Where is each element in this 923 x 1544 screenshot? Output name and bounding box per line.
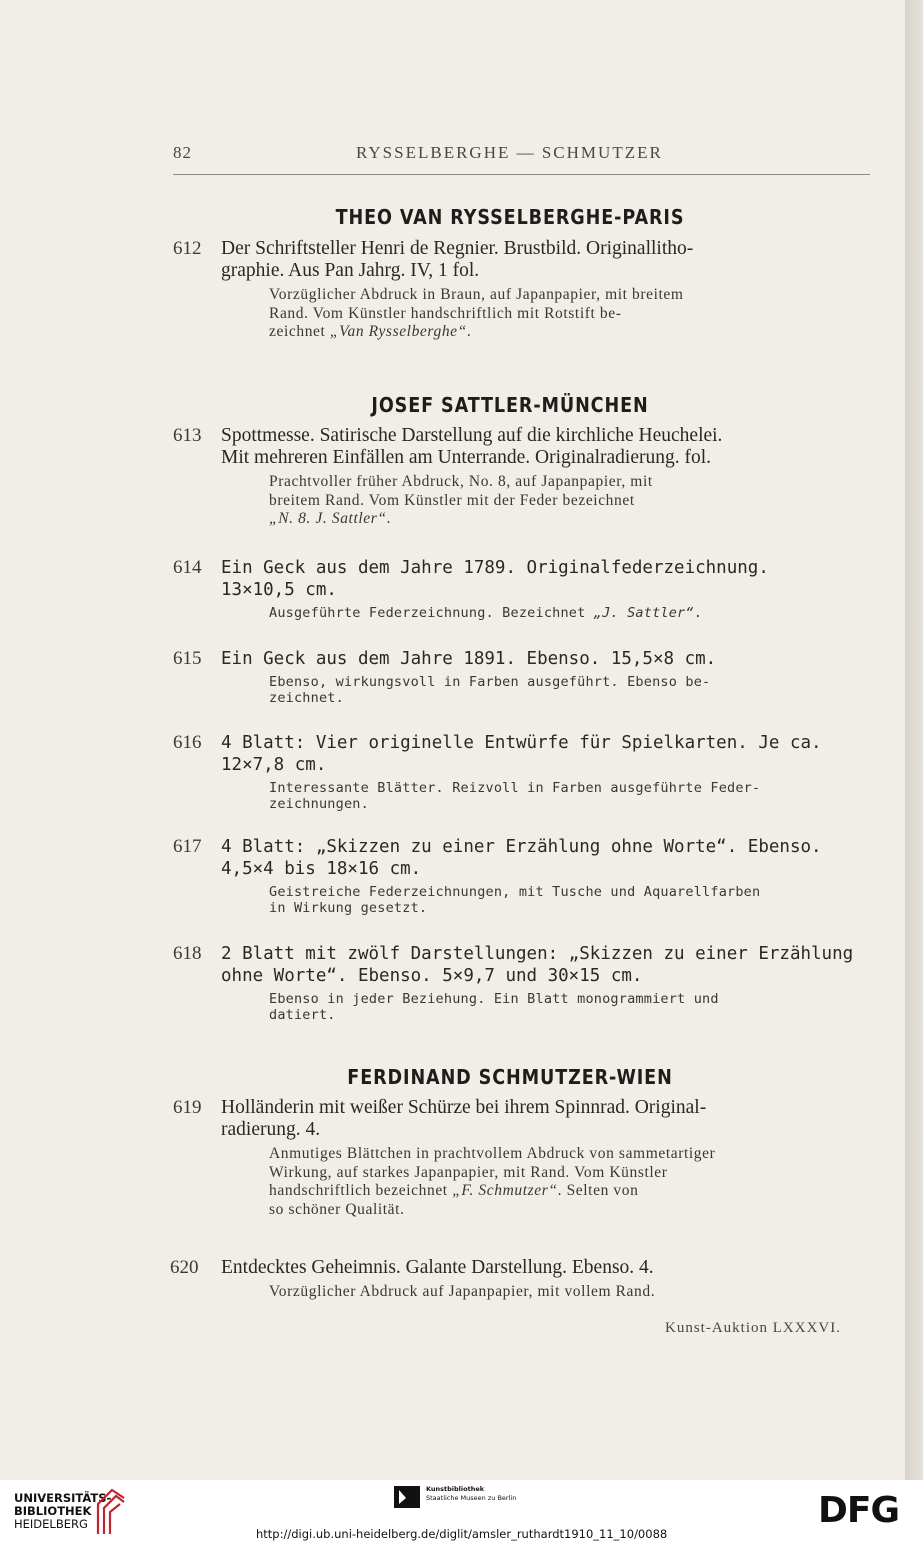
entry-number: 620 xyxy=(170,1257,199,1278)
desc-line xyxy=(269,510,873,529)
entry-description xyxy=(269,605,873,621)
entry-description xyxy=(269,473,873,529)
entry-title xyxy=(221,648,873,670)
entry-title xyxy=(221,557,873,601)
entry-description xyxy=(269,884,873,916)
running-head xyxy=(0,143,923,169)
entry-title xyxy=(221,425,873,469)
entry-title-line: 2 Blatt mit zwölf Darstellungen: „Skizzen zu einer Erzählung xyxy=(221,944,854,964)
desc-line: Ebenso, wirkungsvoll in Farben ausgeführt. Ebenso be- xyxy=(269,674,711,690)
entry-number: 616 xyxy=(173,732,202,753)
catalog-entry-616 xyxy=(173,732,873,812)
kb-line: Kunstbibliothek xyxy=(426,1485,485,1493)
entry-title-line: Ein Geck aus dem Jahre 1891. Ebenso. 15,5×8 cm. xyxy=(221,649,717,669)
entry-title-line: 4 Blatt: „Skizzen zu einer Erzählung ohne Worte“. Ebenso. xyxy=(221,837,822,857)
desc-line: breitem Rand. Vom Künstler mit der Feder bezeichnet xyxy=(269,491,635,509)
entry-description xyxy=(269,674,873,706)
desc-line: so schöner Qualität. xyxy=(269,1200,405,1218)
catalog-entry-618 xyxy=(173,943,873,1023)
signature: „J. Sattler“ xyxy=(593,605,694,621)
entry-number: 613 xyxy=(173,425,202,446)
entry-title xyxy=(221,238,873,282)
entry-title-line: 4,5×4 bis 18×16 cm. xyxy=(221,859,422,879)
ub-line: HEIDELBERG xyxy=(14,1517,88,1531)
catalog-entry-617 xyxy=(173,836,873,916)
desc-line: Geistreiche Federzeichnungen, mit Tusche und Aquarellfarben xyxy=(269,884,761,900)
desc-text: Ausgeführte Federzeichnung. Bezeichnet xyxy=(269,605,594,621)
desc-line: Vorzüglicher Abdruck auf Japanpapier, mit vollem Rand. xyxy=(269,1283,656,1300)
digitization-footer xyxy=(0,1480,923,1544)
desc-text: . xyxy=(693,605,703,621)
desc-line: zeichnet. xyxy=(269,690,344,706)
catalog-entry-614 xyxy=(173,557,873,621)
running-title: RYSSELBERGHE — SCHMUTZER xyxy=(356,143,663,162)
desc-text: zeichnet xyxy=(269,323,330,341)
desc-line xyxy=(269,605,873,621)
entry-title-line: 12×7,8 cm. xyxy=(221,755,327,775)
catalog-entry-620 xyxy=(170,1257,873,1302)
entry-title-line: Ein Geck aus dem Jahre 1789. Originalfederzeichnung. xyxy=(221,558,769,578)
catalog-entry-613 xyxy=(173,425,873,529)
header-rule xyxy=(173,174,870,175)
entry-title-line: graphie. Aus Pan Jahrg. IV, 1 fol. xyxy=(221,260,480,281)
entry-title-line: radierung. 4. xyxy=(221,1119,321,1140)
permalink-url[interactable]: http://digi.ub.uni-heidelberg.de/diglit/amsler_ruthardt1910_11_10/0088 xyxy=(256,1527,668,1541)
ub-line: BIBLIOTHEK xyxy=(14,1504,92,1518)
desc-line: in Wirkung gesetzt. xyxy=(269,900,428,916)
entry-number: 612 xyxy=(173,238,202,259)
desc-text: . xyxy=(466,323,472,341)
dfg-logo: DFG xyxy=(818,1490,900,1531)
desc-line: Vorzüglicher Abdruck in Braun, auf Japanpapier, mit breitem xyxy=(269,286,684,303)
entry-title-line: Mit mehreren Einfällen am Unterrande. Originalradierung. fol. xyxy=(221,447,712,468)
desc-line: Wirkung, auf starkes Japanpapier, mit Rand. Vom Künstler xyxy=(269,1163,668,1181)
entry-title-line: 4 Blatt: Vier originelle Entwürfe für Spielkarten. Je ca. xyxy=(221,733,822,753)
section-heading-schmutzer: FERDINAND SCHMUTZER-WIEN xyxy=(347,1065,673,1089)
signature: „Van Rysselberghe“ xyxy=(329,323,467,341)
catalog-reference: Kunst-Auktion LXXXVI. xyxy=(665,1320,841,1336)
entry-title-line: Holländerin mit weißer Schürze bei ihrem Spinnrad. Original- xyxy=(221,1097,707,1118)
desc-line: Ebenso in jeder Beziehung. Ein Blatt monogrammiert und xyxy=(269,991,719,1007)
entry-number: 615 xyxy=(173,648,202,669)
signature: „F. Schmutzer“ xyxy=(452,1182,558,1200)
entry-number: 619 xyxy=(173,1097,202,1118)
catalog-entry-619 xyxy=(173,1097,873,1219)
desc-line: datiert. xyxy=(269,1007,336,1023)
desc-text: . xyxy=(386,510,392,528)
page-number: 82 xyxy=(173,143,192,162)
desc-line xyxy=(269,323,873,342)
desc-line xyxy=(269,1182,873,1201)
signature: „N. 8. J. Sattler“ xyxy=(269,510,387,528)
section-heading-rysselberghe: THEO VAN RYSSELBERGHE-PARIS xyxy=(335,205,685,229)
entry-title-line: Entdecktes Geheimnis. Galante Darstellung. Ebenso. 4. xyxy=(221,1257,654,1278)
desc-text: handschriftlich bezeichnet xyxy=(269,1182,453,1200)
entry-number: 618 xyxy=(173,943,202,964)
ub-line: UNIVERSITÄTS- xyxy=(14,1491,112,1505)
catalog-entry-615 xyxy=(173,648,873,706)
entry-title-line: Spottmesse. Satirische Darstellung auf die kirchliche Heuchelei. xyxy=(221,425,723,446)
kunstbibliothek-label xyxy=(426,1485,516,1503)
desc-line: Anmutiges Blättchen in prachtvollem Abdruck von sammetartiger xyxy=(269,1145,716,1162)
entry-title-line: ohne Worte“. Ebenso. 5×9,7 und 30×15 cm. xyxy=(221,966,643,986)
entry-description xyxy=(269,991,873,1023)
entry-title-line: 13×10,5 cm. xyxy=(221,580,337,600)
entry-description xyxy=(269,1145,873,1219)
desc-line: Prachtvoller früher Abdruck, No. 8, auf Japanpapier, mit xyxy=(269,473,653,490)
entry-description xyxy=(269,1283,873,1302)
entry-title xyxy=(221,732,873,776)
kunstbibliothek-logo-icon xyxy=(394,1486,420,1508)
entry-title-line: Der Schriftsteller Henri de Regnier. Brustbild. Originallitho- xyxy=(221,238,694,259)
catalog-entry-612 xyxy=(173,238,873,342)
section-heading-sattler: JOSEF SATTLER-MÜNCHEN xyxy=(371,393,649,417)
desc-line: Interessante Blätter. Reizvoll in Farben ausgeführte Feder- xyxy=(269,780,761,796)
ub-heidelberg-logo-icon xyxy=(94,1484,128,1536)
entry-title xyxy=(221,836,873,880)
entry-title xyxy=(221,1257,873,1279)
entry-description xyxy=(269,780,873,812)
desc-line: Rand. Vom Künstler handschriftlich mit Rotstift be- xyxy=(269,304,622,322)
entry-title xyxy=(221,1097,873,1141)
entry-title xyxy=(221,943,873,987)
kb-line: Staatliche Museen zu Berlin xyxy=(426,1494,517,1502)
desc-text: . Selten von xyxy=(557,1182,639,1200)
entry-number: 617 xyxy=(173,836,202,857)
entry-description xyxy=(269,286,873,342)
page-edge xyxy=(905,0,923,1544)
desc-line: zeichnungen. xyxy=(269,796,369,812)
entry-number: 614 xyxy=(173,557,202,578)
